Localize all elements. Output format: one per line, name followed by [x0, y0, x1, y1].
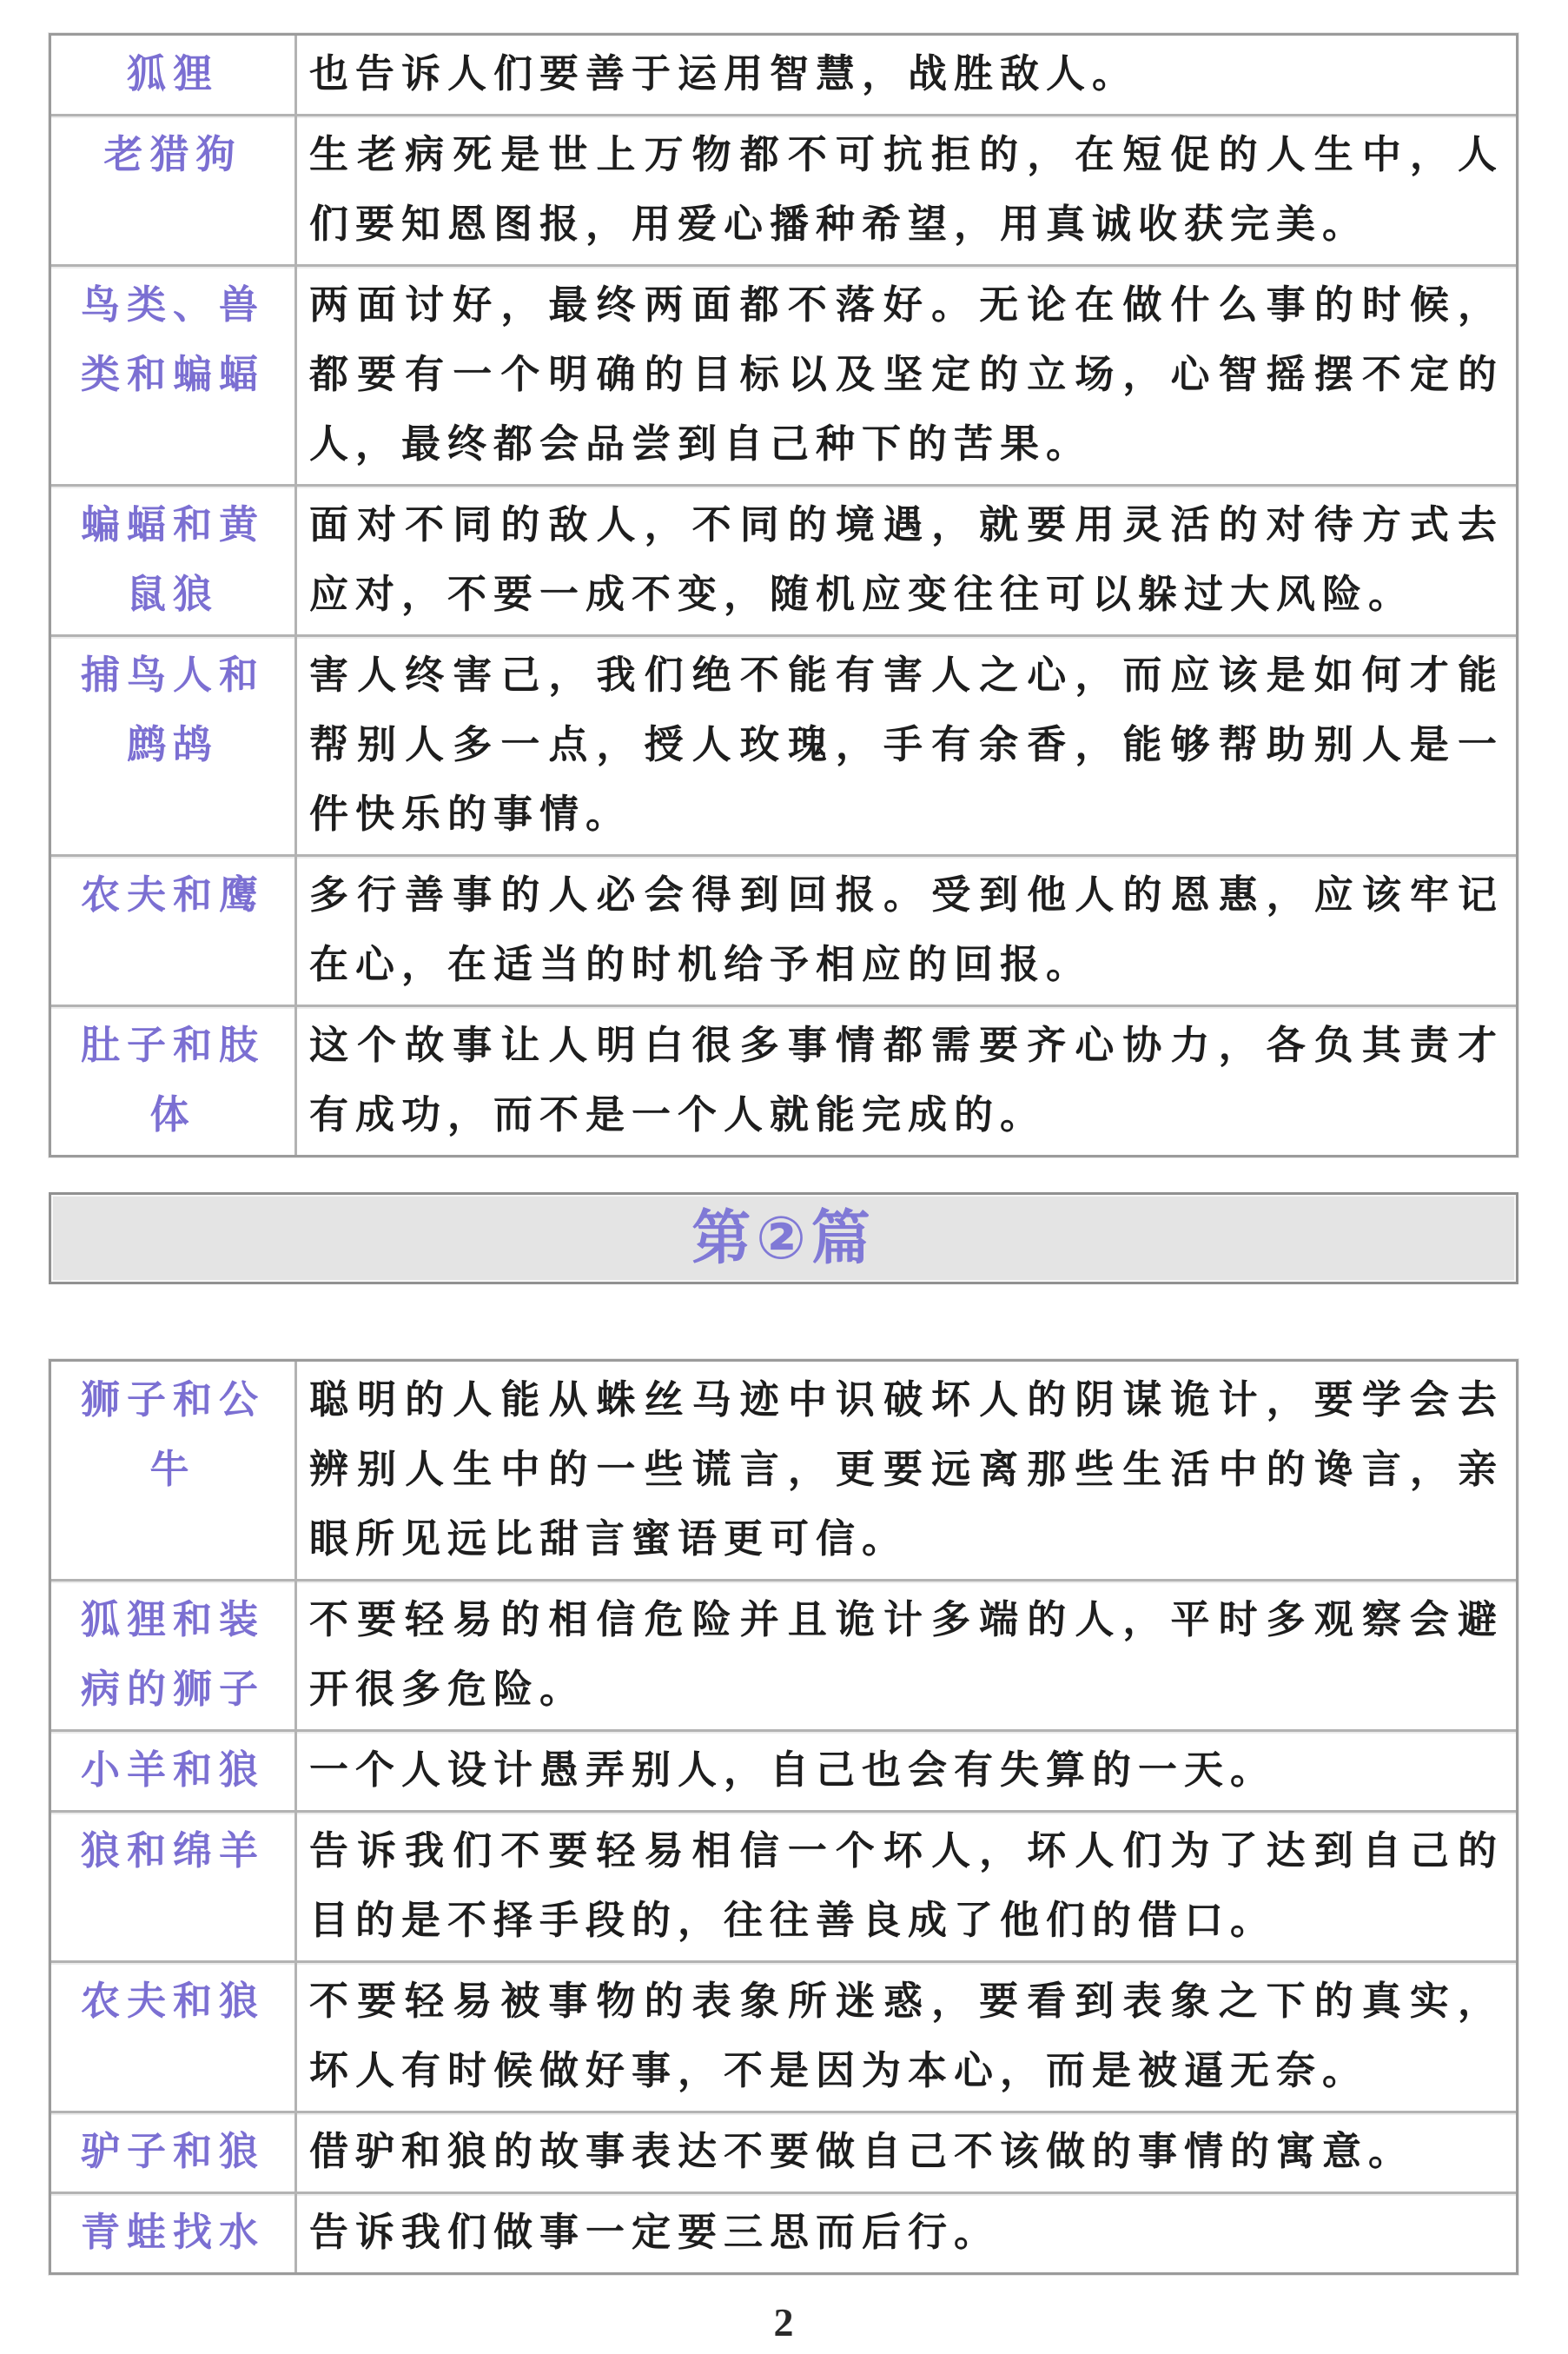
fable-moral-cell: 两面讨好，最终两面都不落好。无论在做什么事的时候，都要有一个明确的目标以及坚定的立场，心智摇摆不定的人，最终都会品尝到自己种下的苦果。 — [297, 264, 1516, 484]
fable-name-cell: 肚子和肢体 — [51, 1005, 297, 1155]
fable-moral-cell: 一个人设计愚弄别人，自己也会有失算的一天。 — [297, 1729, 1516, 1810]
fable-name-cell: 鸟类、兽类和蝙蝠 — [51, 264, 297, 484]
fable-name-cell: 狼和绵羊 — [51, 1810, 297, 1960]
section-header-label: 第②篇 — [691, 1205, 876, 1271]
fable-moral-cell: 面对不同的敌人，不同的境遇，就要用灵活的对待方式去应对，不要一成不变，随机应变往往可以躲过大风险。 — [297, 484, 1516, 634]
table-row — [51, 484, 1516, 634]
table-row — [51, 2111, 1516, 2192]
fable-name-cell: 狮子和公牛 — [51, 1362, 297, 1579]
fable-name-cell: 驴子和狼 — [51, 2111, 297, 2192]
fable-name-cell: 青蛙找水 — [51, 2192, 297, 2272]
fable-moral-cell: 也告诉人们要善于运用智慧，战胜敌人。 — [309, 51, 1139, 96]
fable-name-cell: 农夫和鹰 — [51, 854, 297, 1005]
table-row — [51, 2192, 1516, 2272]
fable-moral-cell: 告诉我们做事一定要三思而后行。 — [297, 2192, 1516, 2272]
fable-moral-cell: 告诉我们不要轻易相信一个坏人，坏人们为了达到自己的目的是不择手段的，往往善良成了他们的借口。 — [297, 1810, 1516, 1960]
fables-table-2 — [49, 1359, 1518, 2275]
table-row — [51, 634, 1516, 854]
fable-moral-cell: 不要轻易的相信危险并且诡计多端的人，平时多观察会避开很多危险。 — [297, 1579, 1516, 1729]
fable-moral-cell: 这个故事让人明白很多事情都需要齐心协力，各负其责才有成功，而不是一个人就能完成的。 — [297, 1005, 1516, 1155]
fable-moral-cell: 不要轻易被事物的表象所迷惑，要看到表象之下的真实，坏人有时候做好事，不是因为本心，而是被逼无奈。 — [297, 1960, 1516, 2111]
fable-name-cell: 农夫和狼 — [51, 1960, 297, 2111]
fable-name-cell: 蝙蝠和黄鼠狼 — [51, 484, 297, 634]
fable-moral-cell: 聪明的人能从蛛丝马迹中识破坏人的阴谋诡计，要学会去辨别人生中的一些谎言，更要远离那些生活中的谗言，亲眼所见远比甜言蜜语更可信。 — [309, 1377, 1504, 1561]
fables-table-1 — [49, 33, 1518, 1157]
table-row — [51, 36, 1516, 114]
fable-name-cell: 狐狸 — [51, 36, 297, 114]
table-row — [51, 1362, 1516, 1579]
table-row — [51, 114, 1516, 264]
page-number: 2 — [773, 2300, 794, 2344]
fable-moral-cell: 借驴和狼的故事表达不要做自己不该做的事情的寓意。 — [297, 2111, 1516, 2192]
table-row — [51, 854, 1516, 1005]
section-header-band — [49, 1192, 1518, 1284]
table-row — [51, 1810, 1516, 1960]
fable-name-cell: 捕鸟人和鹧鸪 — [51, 634, 297, 854]
table-row — [51, 1579, 1516, 1729]
fable-moral-cell: 多行善事的人必会得到回报。受到他人的恩惠，应该牢记在心，在适当的时机给予相应的回报。 — [297, 854, 1516, 1005]
fable-moral-cell: 生老病死是世上万物都不可抗拒的，在短促的人生中，人们要知恩图报，用爱心播种希望，用真诚收获完美。 — [297, 114, 1516, 264]
fable-name-cell: 狐狸和装病的狮子 — [51, 1579, 297, 1729]
fable-name-cell: 小羊和狼 — [51, 1729, 297, 1810]
table-row — [51, 1960, 1516, 2111]
fable-moral-cell: 害人终害己，我们绝不能有害人之心，而应该是如何才能帮别人多一点，授人玫瑰，手有余香，能够帮助别人是一件快乐的事情。 — [297, 634, 1516, 854]
fable-name-cell: 老猎狗 — [51, 114, 297, 264]
table-row — [51, 1005, 1516, 1155]
table-row — [51, 1729, 1516, 1810]
table-row — [51, 264, 1516, 484]
